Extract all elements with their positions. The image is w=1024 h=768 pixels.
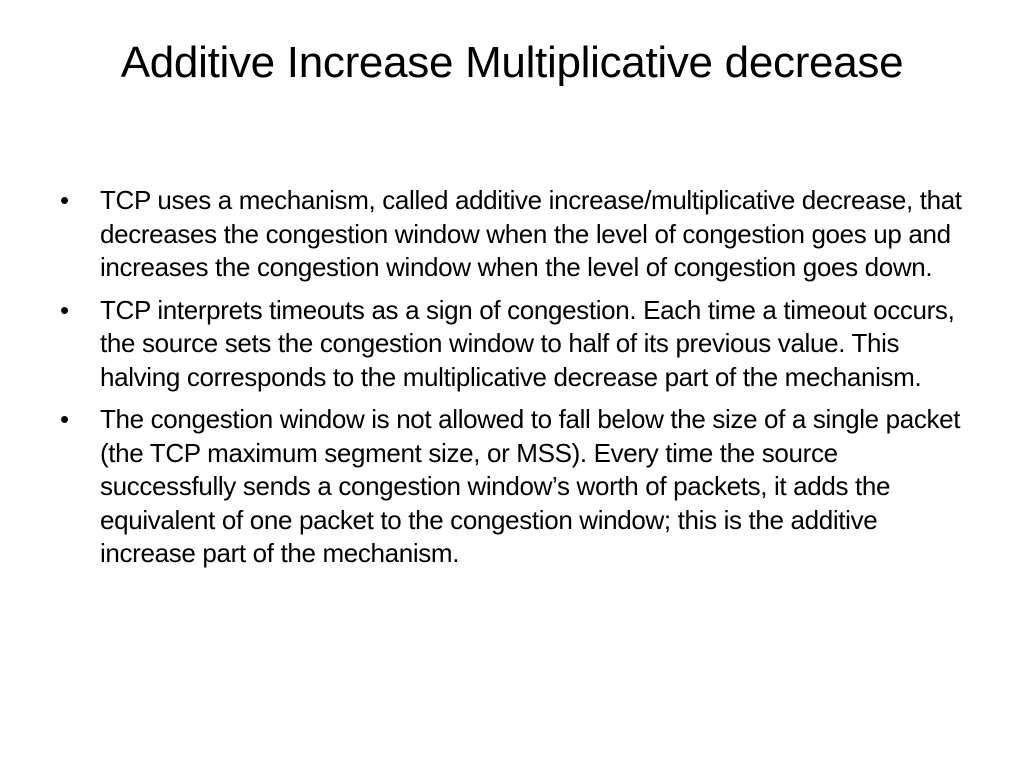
bullet-item-additive-multiplicative (58, 184, 978, 285)
bullet-text: The congestion window is not allowed to fall below the size of a single packet (the TCP maximum segment size, or MSS). Every time the source successfully sends a congestion window’s worth of packets, it adds the equivalent of one packet to the congestion window; this is the additive increase part of the mechanism. (100, 404, 961, 568)
bullet-item-minimum-window (58, 403, 978, 571)
bullet-text: TCP interprets timeouts as a sign of congestion. Each time a timeout occurs, the source sets the congestion window to half of its previous value. This halving corresponds to the multiplicative decrease part of the mechanism. (100, 294, 955, 392)
slide-title: Additive Increase Multiplicative decrease (120, 38, 904, 87)
bullet-icon: • (60, 294, 69, 325)
bullet-text: TCP uses a mechanism, called additive increase/multiplicative decrease, that decreases the congestion window when the level of congestion goes up and increases the congestion window when the level of congestion goes down. (100, 185, 962, 282)
bullet-item-timeouts (58, 294, 978, 395)
bullet-list (58, 184, 978, 580)
bullet-icon: • (60, 185, 69, 215)
bullet-icon: • (60, 404, 69, 434)
